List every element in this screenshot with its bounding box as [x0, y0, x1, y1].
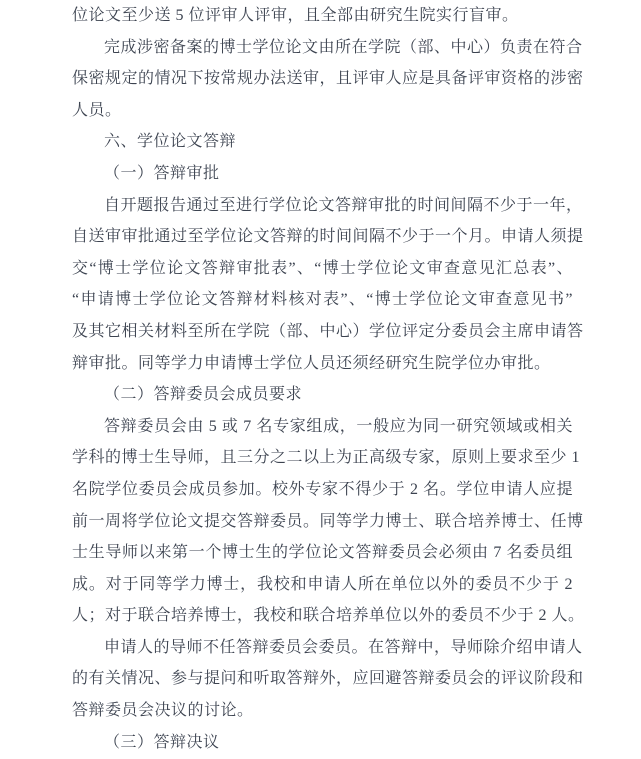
document-line: 自送审审批通过至学位论文答辩的时间间隔不少于一个月。申请人须提	[72, 228, 584, 246]
document-line: 成。对于同等学力博士，我校和申请人所在单位以外的委员不少于 2	[72, 575, 573, 593]
document-line: “申请博士学位论文答辩材料核对表”、“博士学位论文审查意见书”	[72, 291, 573, 309]
document-line: 完成涉密备案的博士学位论文由所在学院（部、中心）负责在符合	[104, 38, 583, 56]
document-line: 申请人的导师不任答辩委员会委员。在答辩中，导师除介绍申请人	[104, 638, 583, 656]
document-line: 位论文至少送 5 位评审人评审，且全部由研究生院实行盲审。	[72, 7, 519, 24]
document-line: （三）答辩决议	[104, 733, 220, 751]
document-line: 及其它相关材料至所在学院（部、中心）学位评定分委员会主席申请答	[72, 322, 584, 340]
document-line: 答辩委员会由 5 或 7 名专家组成，一般应为同一研究领域或相关	[104, 417, 573, 435]
document-line: 答辩委员会决议的讨论。	[72, 702, 254, 720]
document-line: 保密规定的情况下按常规办法送审，且评审人应是具备评审资格的涉密	[72, 70, 584, 88]
document-line: 辩审批。同等学力申请博士学位人员还须经研究生院学位办审批。	[72, 354, 551, 372]
document-line: 六、学位论文答辩	[104, 133, 237, 151]
document-line: （一）答辩审批	[104, 164, 220, 182]
document-line: 交“博士学位论文答辩审批表”、“博士学位论文审查意见汇总表”、	[72, 259, 573, 277]
document-line: 名院学位委员会成员参加。校外专家不得少于 2 名。学位申请人应提	[72, 480, 573, 498]
document-line: 学科的博士生导师，且三分之二以上为正高级专家，原则上要求至少 1	[72, 449, 581, 467]
document-line: 前一周将学位论文提交答辩委员。同等学力博士、联合培养博士、任博	[72, 512, 584, 530]
document-line: 人员。	[72, 101, 122, 119]
document-line: 自开题报告通过至进行学位论文答辩审批的时间间隔不少于一年，	[104, 196, 583, 214]
document-line: （二）答辩委员会成员要求	[104, 386, 303, 404]
document-line: 人；对于联合培养博士，我校和联合培养单位以外的委员不少于 2 人。	[72, 607, 585, 625]
document-text-block	[72, 0, 585, 758]
document-line: 士生导师以来第一个博士生的学位论文答辩委员会必须由 7 名委员组	[72, 544, 573, 562]
document-line: 的有关情况、参与提问和听取答辩外，应回避答辩委员会的评议阶段和	[72, 670, 584, 688]
